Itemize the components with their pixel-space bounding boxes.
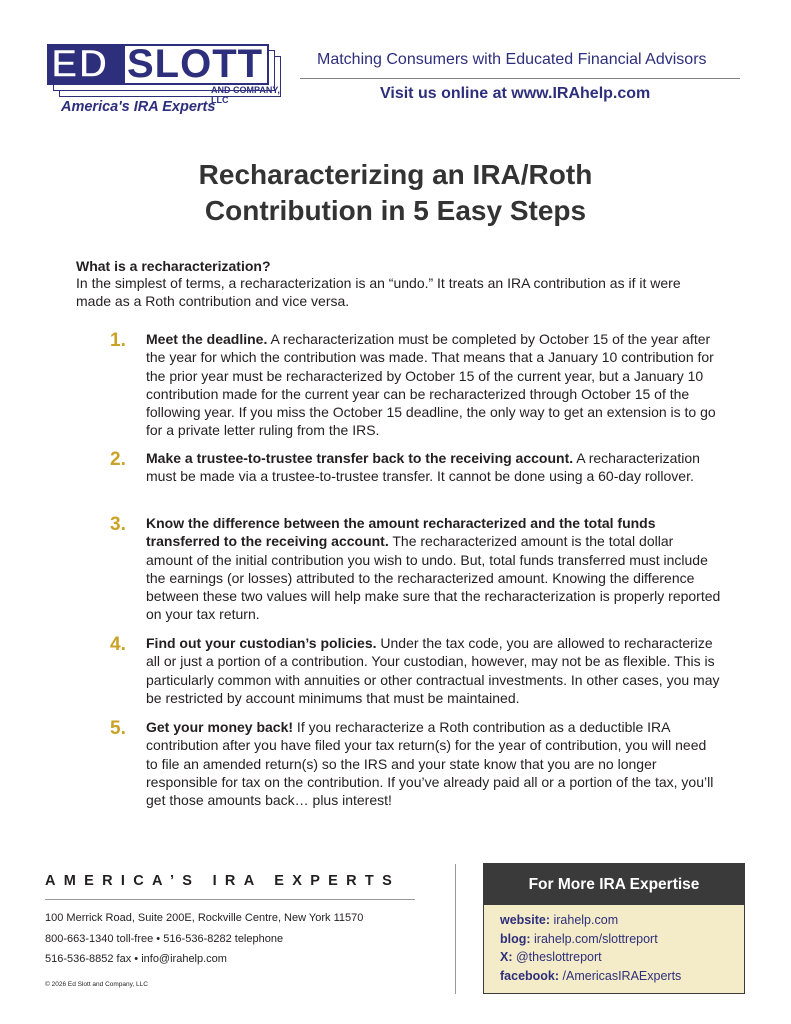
intro-question: What is a recharacterization? [76,258,271,274]
step-number: 1. [110,330,126,351]
step-number: 3. [110,514,126,535]
footer-fax-email: 516-536-8852 fax • info@irahelp.com [45,953,227,965]
step-text [146,330,721,440]
page-title [120,157,671,229]
step-text [146,449,721,486]
page-title-line2: Contribution in 5 Easy Steps [204,195,587,226]
step-heading: Know the difference between the amount recharacterized and the total funds transferred to the receiving account. [146,515,656,550]
logo-tagline: America's IRA Experts [61,99,216,115]
expertise-row-value: irahelp.com [550,913,619,927]
step-heading: Make a trustee-to-trustee transfer back to the receiving account. [146,450,574,466]
step-body: The recharacterized amount is the total dollar amount of the initial contribution you wish to undo. But, total funds transferred must include the earnings (or losses) attributed to the recharacterized amount. Knowing the difference between these two values will help make sure that the recharacterization is properly reported on your tax return. [146,533,721,623]
expertise-row-website[interactable] [500,911,744,930]
logo-slott-text: SLOTT [127,42,264,86]
page-title-line1: Recharacterizing an IRA/Roth [198,159,593,190]
step-text [146,718,721,809]
expertise-row-key: X: [500,950,513,964]
step-number: 5. [110,718,126,739]
footer-phones: 800-663-1340 toll-free • 516-536-8282 telephone [45,933,284,945]
expertise-box-body [484,905,744,985]
step-body: A recharacterization must be completed by October 15 of the year after the year for which the contribution was made. That means that a January 10 contribution for the prior year must be recharacterized by October 15 of the current year, but a January 10 contribution made for the current year can be recharacterized through October 15 of the following year. If you miss the October 15 deadline, the only way to get an extension is to go for a private letter ruling from the IRS. [146,331,716,439]
step-body: If you recharacterize a Roth contribution as a deductible IRA contribution after you have filed your tax return(s) for the year of contribution, you will need to file an amended return(s) so the IRS and your state know that you are no longer responsible for tax on the contribution. If you’ve already paid all or a portion of the tax, you’ll get those amounts back… plus interest! [146,719,714,809]
logo-ed-text: ED [51,42,109,86]
step-heading: Find out your custodian’s policies. [146,635,377,651]
expertise-row-key: blog: [500,931,531,946]
expertise-row-facebook[interactable] [500,967,744,986]
step-number: 4. [110,634,126,655]
step-text [146,514,721,624]
expertise-box [483,863,745,994]
expertise-row-value: irahelp.com/slottreport [530,931,658,946]
step-body: A recharacterization must be made via a trustee-to-trustee transfer. It cannot be done using a 60-day rollover. [146,450,700,485]
expertise-row-value: /AmericasIRAExperts [559,968,682,983]
expertise-box-heading: For More IRA Expertise [484,864,744,905]
step-text [146,634,721,707]
footer-copyright: © 2026 Ed Slott and Company, LLC [45,981,148,988]
footer-vertical-divider [455,864,456,994]
expertise-row-key: website: [500,913,551,927]
step-heading: Get your money back! [146,719,294,735]
intro-answer: In the simplest of terms, a recharacterization is an “undo.” It treats an IRA contribution as if it were made as a Roth contribution and vice versa. [76,275,681,309]
expertise-row-value: @theslottreport [512,950,602,964]
step-heading: Meet the deadline. [146,331,268,347]
logo-company-text: AND COMPANY, LLC [211,85,280,105]
footer-heading: AMERICA’S IRA EXPERTS [45,873,401,889]
step-body: Under the tax code, you are allowed to recharacterize all or just a portion of a contribution. Your custodian, however, may not be as flexible. This is particularly common with annuities or other contractual investments. In other cases, you may be restricted by account minimums that must be maintained. [146,635,720,706]
header-tagline: Matching Consumers with Educated Financial Advisors [317,51,707,68]
step-number: 2. [110,449,126,470]
header-website-link[interactable]: Visit us online at www.IRAhelp.com [380,85,651,102]
expertise-row-x[interactable] [500,948,744,967]
footer-divider [45,899,415,900]
header-divider [300,78,740,79]
expertise-row-blog[interactable] [500,930,744,949]
expertise-row-key: facebook: [500,968,560,983]
footer-address: 100 Merrick Road, Suite 200E, Rockville Centre, New York 11570 [45,912,364,924]
company-logo [47,44,287,116]
